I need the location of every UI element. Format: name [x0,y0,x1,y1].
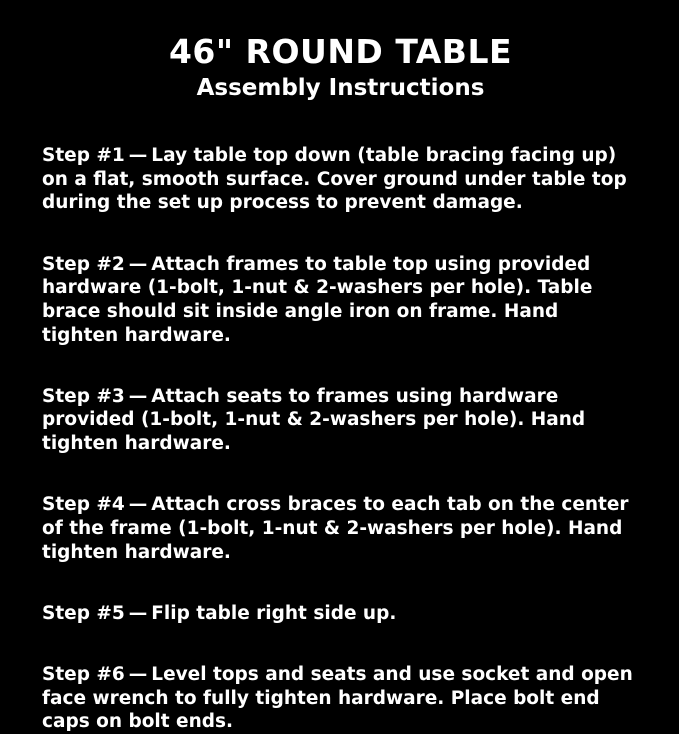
step-text: Attach frames to table top using provided hardware (1-bolt, 1-nut & 2-washers per hole). Table brace should sit inside angle iron on frame. Hand tighten hardware. [42,253,593,346]
page-subtitle: Assembly Instructions [196,75,485,102]
list-item [42,385,639,456]
step-text: Attach cross braces to each tab on the center of the frame (1-bolt, 1-nut & 2-washers per hole). Hand tighten hardware. [42,494,629,563]
step-text: Lay table top down (table bracing facing up) on a flat, smooth surface. Cover ground under table top during the set up process to prevent damage. [42,145,627,214]
step-text: Flip table right side up. [151,602,397,624]
step-label: Step #6 [42,664,125,685]
step-label: Step #3 [42,385,125,407]
step-dash: — [128,253,148,275]
step-dash: — [128,145,148,167]
step-dash: — [128,385,148,407]
steps-list [42,126,639,734]
step-text: Attach seats to frames using hardware provided (1-bolt, 1-nut & 2-washers per hole). Hand tighten hardware. [42,385,586,455]
list-item [42,493,639,564]
step-label: Step #2 [42,253,125,275]
step-text: Level tops and seats and use socket and open face wrench to fully tighten hardware. Place bolt end caps on bolt ends. [42,664,633,733]
step-label: Step #4 [42,494,125,516]
list-item [42,253,639,348]
step-label: Step #1 [42,145,125,167]
step-dash: — [128,494,148,516]
step-dash: — [128,602,148,624]
list-item [42,602,639,626]
step-dash: — [128,664,148,685]
page-title: 46" ROUND TABLE [168,32,513,71]
list-item [42,144,639,215]
step-label: Step #5 [42,602,125,624]
list-item [42,663,639,734]
